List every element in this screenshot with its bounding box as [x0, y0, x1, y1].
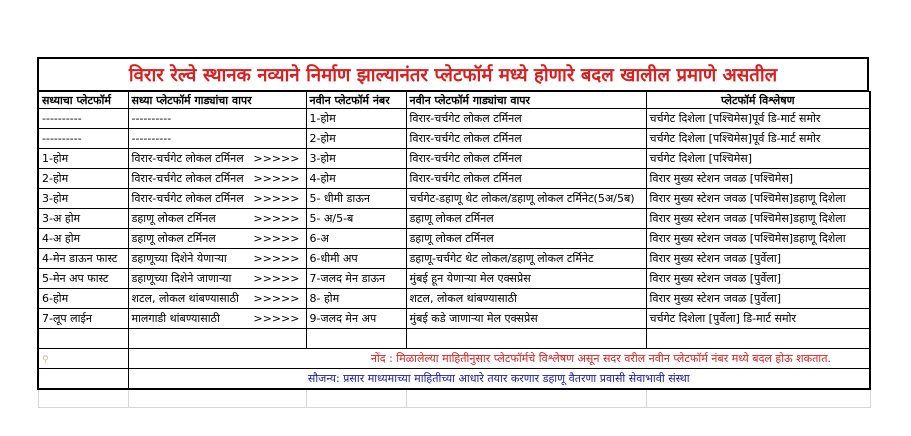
current-use-text: ----------: [131, 112, 172, 125]
current-use-text: ----------: [131, 132, 172, 145]
current-platform-cell: 6-होम: [38, 289, 128, 309]
arrow-text: >>>>>: [253, 152, 300, 165]
blank-cell: [38, 329, 128, 349]
analysis-cell: विरार मुख्य स्टेशन जवळ [पश्चिमेस]: [646, 169, 870, 189]
new-number-cell: 1-होम: [306, 109, 406, 129]
new-use-cell: चर्चगेट-डहाणू थेट लोकल/डहाणू लोकल टर्मिनेट(5अ/5ब): [406, 189, 646, 209]
analysis-cell: विरार मुख्य स्टेशन जवळ [पुर्वेला]: [646, 249, 870, 269]
current-use-cell: [128, 269, 306, 289]
current-use-text: डहाणू लोकल टर्मिनल: [131, 212, 216, 225]
arrow-text: >>>>>: [253, 192, 300, 205]
arrow-text: >>>>>: [253, 172, 300, 185]
arrow-text: >>>>>: [253, 212, 300, 225]
analysis-cell: विरार मुख्य स्टेशन जवळ [पश्चिमेस]डहाणू दिशेला: [646, 189, 870, 209]
analysis-cell: विरार मुख्य स्टेशन जवळ [पुर्वेला]: [646, 269, 870, 289]
current-platform-cell: 2-होम: [38, 169, 128, 189]
analysis-cell: विरार मुख्य स्टेशन जवळ [पश्चिमेस]डहाणू दिशेला: [646, 229, 870, 249]
empty-grid-row: [38, 389, 870, 408]
new-use-cell: डहाणू लोकल टर्मिनल: [406, 229, 646, 249]
arrow-text: >>>>>: [253, 312, 300, 325]
table-row: [38, 129, 870, 149]
table-row: [38, 109, 870, 129]
grid-cell[interactable]: [38, 389, 128, 408]
grid-cell[interactable]: [406, 389, 646, 408]
new-use-cell: विरार-चर्चगेट लोकल टर्मिनल: [406, 149, 646, 169]
current-platform-cell: 7-लूप लाईन: [38, 309, 128, 329]
current-platform-cell: ----------: [38, 129, 128, 149]
credit-row: [38, 369, 870, 390]
header-analysis: प्लेटफॉर्म विश्लेषण: [646, 92, 870, 109]
new-number-cell: 6-अ: [306, 229, 406, 249]
current-use-cell: [128, 289, 306, 309]
new-number-cell: 7-जलद मेन डाऊन: [306, 269, 406, 289]
new-use-cell: विरार-चर्चगेट लोकल टर्मिनल: [406, 109, 646, 129]
new-use-cell: डहाणू-चर्चगेट थेट लोकल/डहाणू लोकल टर्मिनेट: [406, 249, 646, 269]
table-row: [38, 189, 870, 209]
header-row: [38, 92, 870, 109]
grid-cell[interactable]: [646, 389, 870, 408]
current-use-cell: [128, 129, 306, 149]
current-platform-cell: 5-मेन अप फास्ट: [38, 269, 128, 289]
table-row: [38, 209, 870, 229]
blank-row: [38, 329, 870, 349]
new-number-cell: 3-होम: [306, 149, 406, 169]
blank-cell: [306, 329, 406, 349]
table-row: [38, 309, 870, 329]
table-row: [38, 229, 870, 249]
new-number-cell: 9-जलद मेन अप: [306, 309, 406, 329]
arrow-text: >>>>>: [253, 292, 300, 305]
search-icon: ⚲: [42, 355, 49, 365]
current-platform-cell: 4-मेन डाऊन फास्ट: [38, 249, 128, 269]
current-use-cell: [128, 249, 306, 269]
table-row: [38, 249, 870, 269]
current-use-cell: [128, 109, 306, 129]
current-platform-cell: 1-होम: [38, 149, 128, 169]
blank-cell: [646, 329, 870, 349]
header-current-platform: सध्याचा प्लेटफॉर्म: [38, 92, 128, 109]
analysis-cell: चर्चगेट दिशेला [पश्चिमेस]: [646, 149, 870, 169]
current-platform-cell: 3-होम: [38, 189, 128, 209]
table-row: [38, 269, 870, 289]
current-use-cell: [128, 209, 306, 229]
page-title: विरार रेल्वे स्थानक नव्याने निर्माण झाल्यानंतर प्लेटफॉर्म मध्ये होणारे बदल खालील प्रमाणे असतील: [37, 57, 869, 91]
blank-cell: [406, 329, 646, 349]
credit-text: सौजन्य: प्रसार माध्यमाच्या माहितीच्या आधारे तयार करणार डहाणू वैतरणा प्रवासी सेवाभावी संस्था: [128, 369, 870, 390]
blank-cell: [128, 329, 306, 349]
header-new-number: नवीन प्लेटफॉर्म नंबर: [306, 92, 406, 109]
note-text: नोंद : मिळालेल्या माहितीनुसार प्लेटफॉर्मचे विश्लेषण असून सदर वरील नवीन प्लेटफॉर्म नंबर मध्ये बदल होऊ शकतात.: [128, 349, 870, 369]
current-use-text: विरार-चर्चगेट लोकल टर्मिनल: [131, 172, 244, 185]
current-use-cell: [128, 309, 306, 329]
current-use-text: डहाणू लोकल टर्मिनल: [131, 232, 216, 245]
note-side-cell: [38, 349, 128, 369]
table-row: [38, 169, 870, 189]
current-use-text: विरार-चर्चगेट लोकल टर्मिनल: [131, 192, 244, 205]
new-number-cell: 5- अ/5-ब: [306, 209, 406, 229]
new-use-cell: विरार-चर्चगेट लोकल टर्मिनल: [406, 129, 646, 149]
new-number-cell: 2-होम: [306, 129, 406, 149]
new-use-cell: मुंबई हून येणाऱ्या मेल एक्सप्रेस: [406, 269, 646, 289]
header-new-use: नवीन प्लेटफॉर्म गाड्यांचा वापर: [406, 92, 646, 109]
table-row: [38, 149, 870, 169]
current-use-cell: [128, 149, 306, 169]
spreadsheet: [37, 57, 869, 408]
current-use-text: विरार-चर्चगेट लोकल टर्मिनल: [131, 152, 244, 165]
table-row: [38, 289, 870, 309]
analysis-cell: विरार मुख्य स्टेशन जवळ [पश्चिमेस]डहाणू दिशेला: [646, 209, 870, 229]
new-number-cell: 5- धीमी डाऊन: [306, 189, 406, 209]
current-platform-cell: ----------: [38, 109, 128, 129]
analysis-cell: विरार मुख्य स्टेशन जवळ [पुर्वेला]: [646, 289, 870, 309]
new-number-cell: 6-धीमी अप: [306, 249, 406, 269]
grid-cell[interactable]: [128, 389, 306, 408]
analysis-cell: चर्चगेट दिशेला [पुर्वेला] डि-मार्ट समोर: [646, 309, 870, 329]
arrow-text: >>>>>: [253, 272, 300, 285]
new-use-cell: डहाणू लोकल टर्मिनल: [406, 209, 646, 229]
new-number-cell: 4-होम: [306, 169, 406, 189]
arrow-text: >>>>>: [253, 252, 300, 265]
header-current-use: सध्या प्लेटफॉर्म गाड्यांचा वापर: [128, 92, 306, 109]
current-use-text: डहाणूच्या दिशेने येणाऱ्या: [131, 252, 227, 265]
note-row: [38, 349, 870, 369]
current-use-cell: [128, 189, 306, 209]
current-use-text: डहाणूच्या दिशेने जाणाऱ्या: [131, 272, 232, 285]
current-use-cell: [128, 229, 306, 249]
grid-cell[interactable]: [306, 389, 406, 408]
current-use-text: शटल, लोकल थांबण्यासाठी: [131, 292, 239, 305]
credit-side-cell: [38, 369, 128, 390]
analysis-cell: चर्चगेट दिशेला [पश्चिमेस]पूर्व डि-मार्ट समोर: [646, 109, 870, 129]
new-use-cell: शटल, लोकल थांबण्यासाठी: [406, 289, 646, 309]
new-number-cell: 8- होम: [306, 289, 406, 309]
arrow-text: >>>>>: [253, 232, 300, 245]
current-platform-cell: 3-अ होम: [38, 209, 128, 229]
current-platform-cell: 4-अ होम: [38, 229, 128, 249]
new-use-cell: विरार-चर्चगेट लोकल टर्मिनल: [406, 169, 646, 189]
current-use-cell: [128, 169, 306, 189]
current-use-text: मालगाडी थांबण्यासाठी: [131, 312, 220, 325]
analysis-cell: चर्चगेट दिशेला [पश्चिमेस]पूर्व डि-मार्ट समोर: [646, 129, 870, 149]
platform-table: [37, 91, 871, 408]
new-use-cell: मुंबई कडे जाणाऱ्या मेल एक्सप्रेस: [406, 309, 646, 329]
